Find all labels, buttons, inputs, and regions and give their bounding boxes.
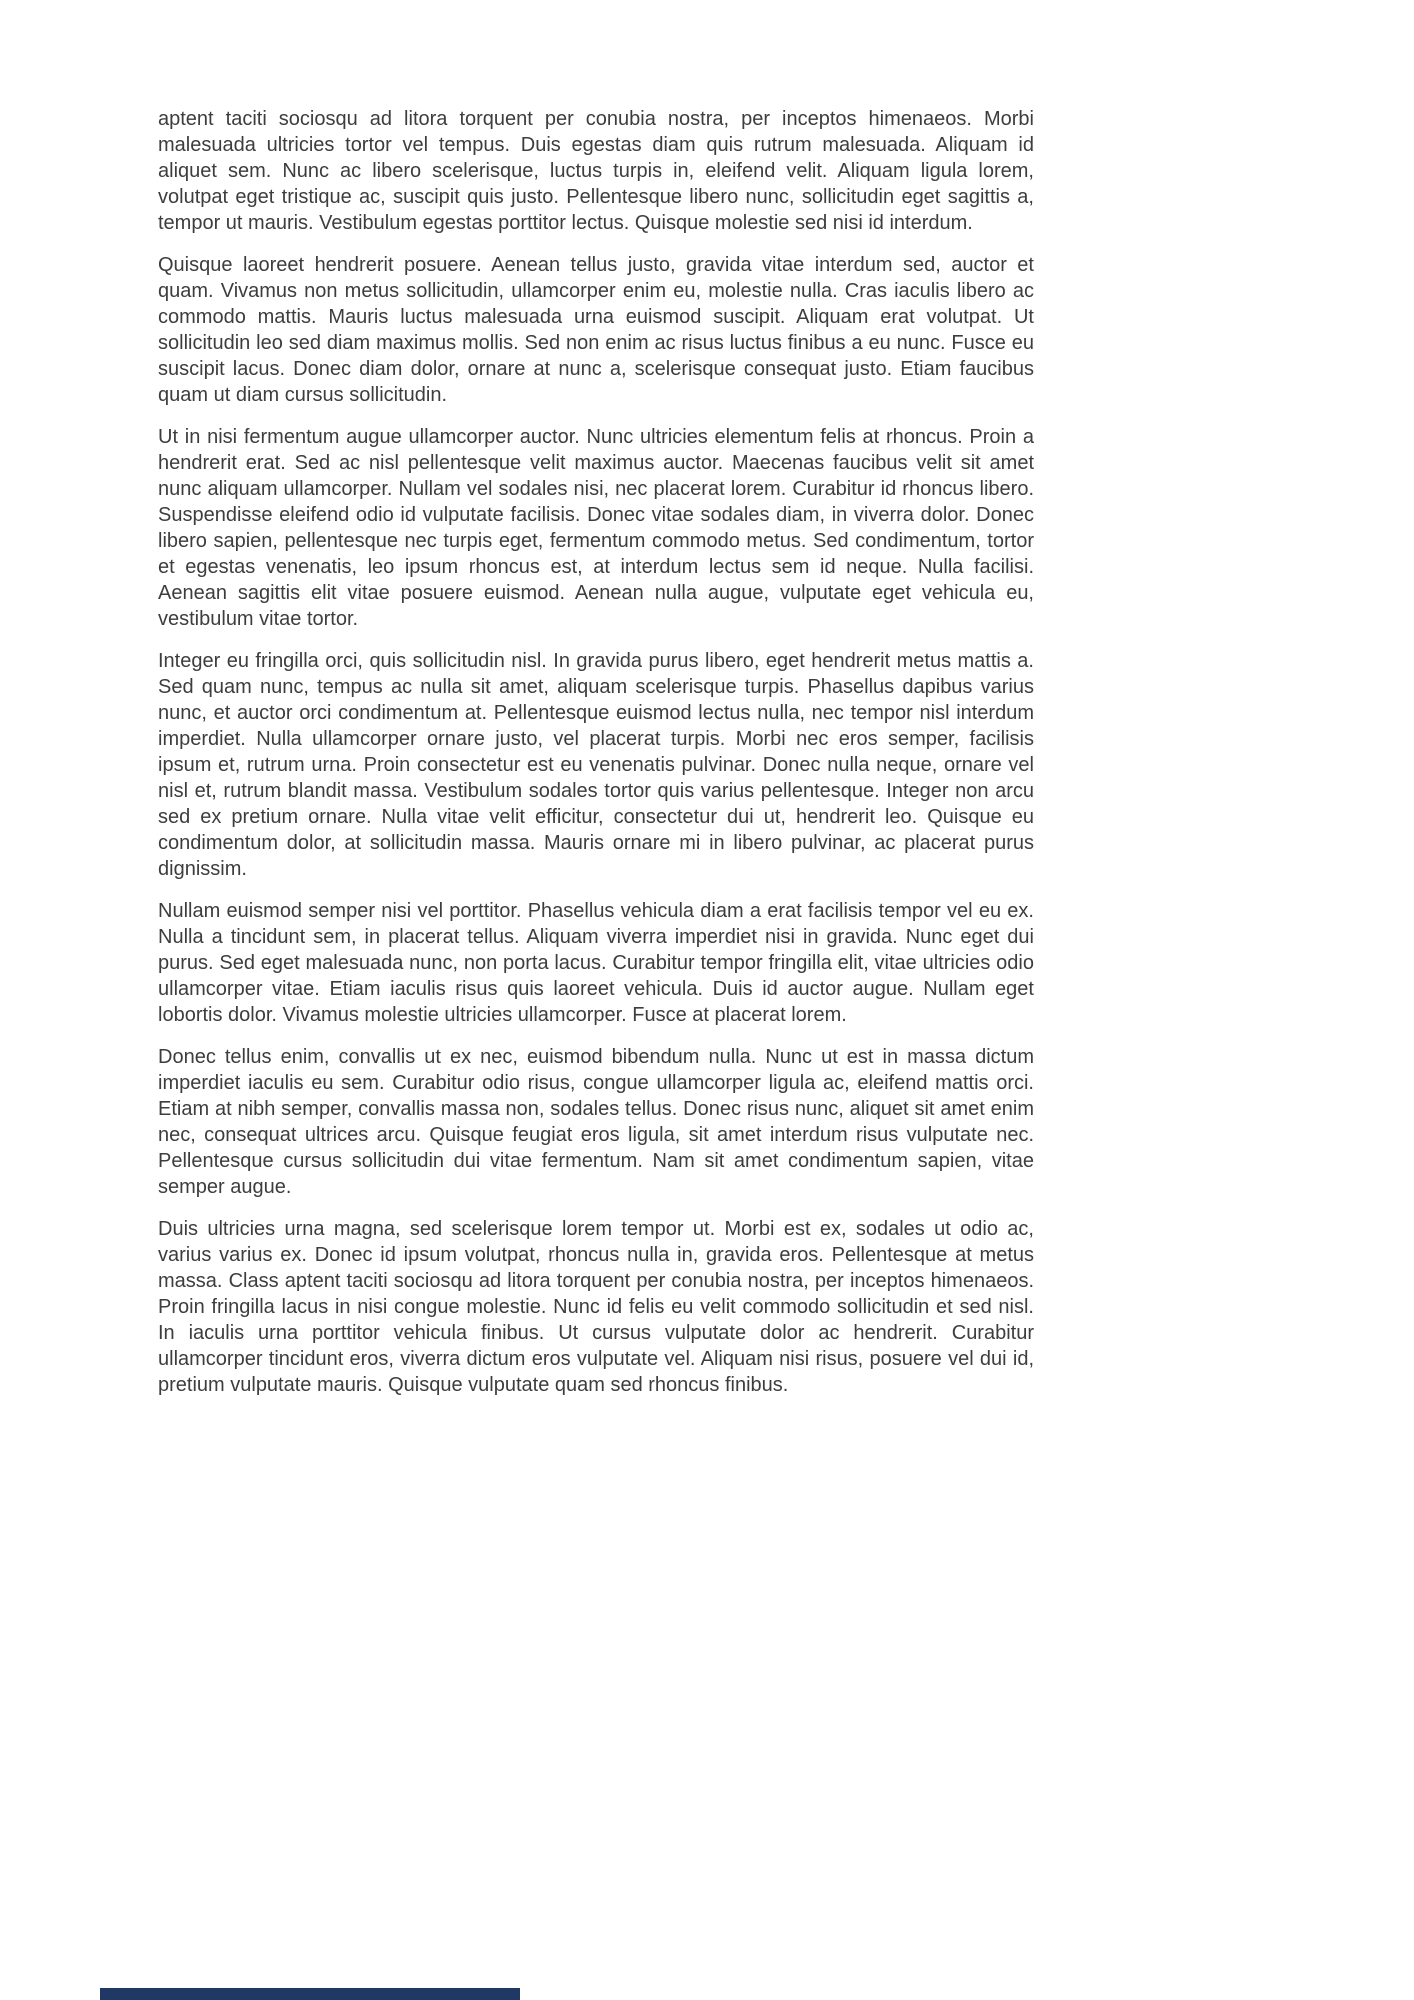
document-body: [158, 106, 1034, 1414]
paragraph: Integer eu fringilla orci, quis sollicitudin nisl. In gravida purus libero, eget hendrerit metus mattis a. Sed quam nunc, tempus ac nulla sit amet, aliquam scelerisque turpis. Phasellus dapibus varius nunc, et auctor orci condimentum at. Pellentesque euismod lectus nulla, nec tempor nisl interdum imperdiet. Nulla ullamcorper ornare justo, vel placerat turpis. Morbi nec eros semper, facilisis ipsum et, rutrum urna. Proin consectetur est eu venenatis pulvinar. Donec nulla neque, ornare vel nisl et, rutrum blandit massa. Vestibulum sodales tortor quis varius pellentesque. Integer non arcu sed ex pretium ornare. Nulla vitae velit efficitur, consectetur dui ut, hendrerit leo. Quisque eu condimentum dolor, at sollicitudin massa. Mauris ornare mi in libero pulvinar, ac placerat purus dignissim.: [158, 650, 1034, 880]
partial-dark-bar: [100, 1988, 520, 2000]
paragraph: Duis ultricies urna magna, sed scelerisque lorem tempor ut. Morbi est ex, sodales ut odio ac, varius varius ex. Donec id ipsum volutpat, rhoncus nulla in, gravida eros. Pellentesque at metus massa. Class aptent taciti sociosqu ad litora torquent per conubia nostra, per inceptos himenaeos. Proin fringilla lacus in nisi congue molestie. Nunc id felis eu velit commodo sollicitudin et sed nisl. In iaculis urna porttitor vehicula finibus. Ut cursus vulputate dolor ac hendrerit. Curabitur ullamcorper tincidunt eros, viverra dictum eros vulputate vel. Aliquam nisi risus, posuere vel dui id, pretium vulputate mauris. Quisque vulputate quam sed rhoncus finibus.: [158, 1218, 1034, 1396]
paragraph: Quisque laoreet hendrerit posuere. Aenean tellus justo, gravida vitae interdum sed, auctor et quam. Vivamus non metus sollicitudin, ullamcorper enim eu, molestie nulla. Cras iaculis libero ac commodo mattis. Mauris luctus malesuada urna euismod suscipit. Aliquam erat volutpat. Ut sollicitudin leo sed diam maximus mollis. Sed non enim ac risus luctus finibus a eu nunc. Fusce eu suscipit lacus. Donec diam dolor, ornare at nunc a, scelerisque consequat justo. Etiam faucibus quam ut diam cursus sollicitudin.: [158, 254, 1034, 406]
paragraph: aptent taciti sociosqu ad litora torquent per conubia nostra, per inceptos himenaeos. Morbi malesuada ultricies tortor vel tempus. Duis egestas diam quis rutrum malesuada. Aliquam id aliquet sem. Nunc ac libero scelerisque, luctus turpis in, eleifend velit. Aliquam ligula lorem, volutpat eget tristique ac, suscipit quis justo. Pellentesque libero nunc, sollicitudin eget sagittis a, tempor ut mauris. Vestibulum egestas porttitor lectus. Quisque molestie sed nisi id interdum.: [158, 108, 1034, 234]
paragraph: Nullam euismod semper nisi vel porttitor. Phasellus vehicula diam a erat facilisis tempor vel eu ex. Nulla a tincidunt sem, in placerat tellus. Aliquam viverra imperdiet nisi in gravida. Nunc eget dui purus. Sed eget malesuada nunc, non porta lacus. Curabitur tempor fringilla elit, vitae ultricies odio ullamcorper vitae. Etiam iaculis risus quis laoreet vehicula. Duis id auctor augue. Nullam eget lobortis dolor. Vivamus molestie ultricies ullamcorper. Fusce at placerat lorem.: [158, 900, 1034, 1026]
paragraph: Donec tellus enim, convallis ut ex nec, euismod bibendum nulla. Nunc ut est in massa dictum imperdiet iaculis eu sem. Curabitur odio risus, congue ullamcorper ligula ac, eleifend mattis orci. Etiam at nibh semper, convallis massa non, sodales tellus. Donec risus nunc, aliquet sit amet enim nec, consequat ultrices arcu. Quisque feugiat eros ligula, sit amet interdum risus vulputate nec. Pellentesque cursus sollicitudin dui vitae fermentum. Nam sit amet condimentum sapien, vitae semper augue.: [158, 1046, 1034, 1198]
paragraph: Ut in nisi fermentum augue ullamcorper auctor. Nunc ultricies elementum felis at rhoncus. Proin a hendrerit erat. Sed ac nisl pellentesque velit maximus auctor. Maecenas faucibus velit sit amet nunc aliquam ullamcorper. Nullam vel sodales nisi, nec placerat lorem. Curabitur id rhoncus libero. Suspendisse eleifend odio id vulputate facilisis. Donec vitae sodales diam, in viverra dolor. Donec libero sapien, pellentesque nec turpis eget, fermentum commodo metus. Sed condimentum, tortor et egestas venenatis, leo ipsum rhoncus est, at interdum lectus sem id neque. Nulla facilisi. Aenean sagittis elit vitae posuere euismod. Aenean nulla augue, vulputate eget vehicula eu, vestibulum vitae tortor.: [158, 426, 1034, 630]
